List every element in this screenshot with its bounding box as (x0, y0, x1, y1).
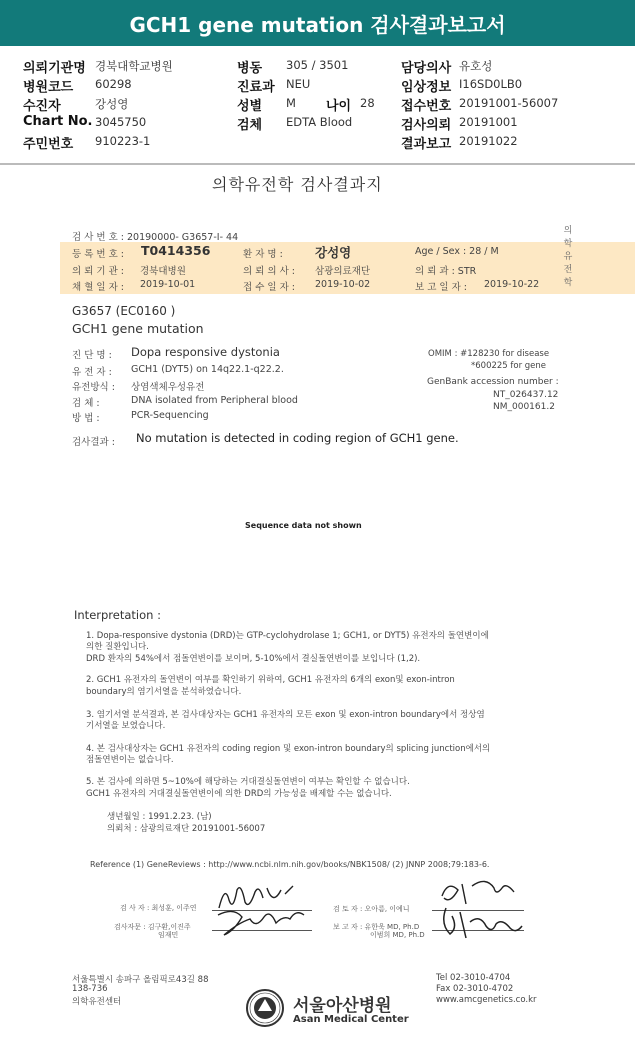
reporter-2: 이범희 MD, Ph.D (370, 931, 425, 939)
header-value: M (286, 96, 296, 110)
referrer-label: 의 뢰 의 사 : (243, 266, 295, 277)
postal-code: 138-736 (72, 984, 108, 994)
method-label: 방 법 : (72, 413, 100, 424)
collect-date: 2019-10-01 (140, 279, 196, 290)
header-label: 주민번호 (23, 137, 74, 152)
receive-date-label: 접 수 일 자 : (243, 282, 295, 293)
header-value: EDTA Blood (286, 115, 353, 129)
test-name: GCH1 gene mutation (72, 321, 204, 336)
collect-date-label: 채 혈 일 자 : (72, 282, 124, 293)
reviewer: 검 토 자 : 오아름, 이예니 (333, 905, 410, 913)
header-value: 유호성 (459, 59, 493, 73)
patient-label: 환 자 명 : (243, 249, 283, 260)
header-value: NEU (286, 77, 311, 91)
header-label: Chart No. (23, 114, 93, 129)
report-title-bar (0, 0, 635, 46)
referrer-info: 의뢰처 : 삼광의료재단 20191001-56007 (107, 824, 266, 834)
fax: Fax 02-3010-4702 (436, 984, 514, 994)
header-value: 60298 (95, 77, 132, 91)
tel: Tel 02-3010-4704 (436, 973, 511, 983)
diagnosis: Dopa responsive dystonia (131, 345, 280, 359)
sequence-note: Sequence data not shown (245, 521, 362, 530)
interp-line: GCH1 유전자의 거대결실돌연변이에 의한 DRD의 가능성을 배제할 수는 없습니다. (86, 789, 392, 799)
interp-line: 의한 질환입니다. (86, 642, 149, 652)
header-label: 검체 (237, 118, 263, 133)
genbank-label: GenBank accession number : (427, 377, 559, 387)
examiner: 검 사 자 : 최성훈, 이주연 (120, 904, 197, 912)
gene: GCH1 (DYT5) on 14q22.1-q22.2. (131, 364, 284, 375)
header-label: 병원코드 (23, 80, 74, 95)
address-line: 서울특별시 송파구 올림픽로43길 88 (72, 975, 209, 985)
header-value: 경북대학교병원 (95, 59, 173, 73)
gene-label: 유 전 자 : (72, 367, 112, 378)
advisor-signature (214, 905, 309, 940)
website: www.amcgenetics.co.kr (436, 995, 537, 1005)
header-label: 진료과 (237, 80, 275, 95)
header-value: 20191001 (459, 115, 518, 129)
header-label: 성별 (237, 99, 263, 114)
header-value: 305 / 3501 (286, 58, 349, 72)
header-value: 28 (360, 96, 375, 110)
advisor: 검사자문 : 김구환,이진주 (114, 923, 191, 931)
test-code: G3657 (EC0160 ) (72, 304, 176, 318)
reg-no-label: 등 록 번 호 : (72, 249, 124, 260)
header-label: 접수번호 (401, 99, 452, 114)
header-divider (0, 163, 635, 165)
institution-value: 경북대병원 (140, 266, 186, 277)
header-label: 결과보고 (401, 137, 452, 152)
interp-line: 점돌연변이는 없습니다. (86, 755, 174, 765)
omim-disease: OMIM : #128230 for disease (428, 349, 550, 359)
genbank-nt: NT_026437.12 (493, 390, 559, 400)
interp-line: 5. 본 검사에 의하면 5~10%에 해당하는 거대결실돌연변이 여부는 확인할 수 없습니다. (86, 777, 410, 787)
report-date-label: 보 고 일 자 : (415, 282, 467, 293)
side-title: 의학유전학 (563, 226, 573, 288)
institution-label: 의 뢰 기 관 : (72, 266, 124, 277)
method: PCR-Sequencing (131, 410, 209, 421)
genbank-nm: NM_000161.2 (493, 402, 555, 412)
age-sex: Age / Sex : 28 / M (415, 246, 499, 257)
interp-line: boundary의 염기서열을 분석하였습니다. (86, 687, 242, 697)
patient-value: 강성영 (315, 245, 352, 260)
center-name: 의학유전센터 (72, 997, 122, 1007)
header-label: 수진자 (23, 99, 61, 114)
reporter: 보 고 자 : 유한욱 MD, Ph.D (333, 923, 420, 931)
inheritance-label: 유전방식 : (72, 382, 115, 393)
reg-no-value: T0414356 (141, 243, 211, 258)
report-title: GCH1 gene mutation 검사결과보고서 (129, 12, 506, 37)
reference: Reference (1) GeneReviews : http://www.ncbi.nlm.nih.gov/books/NBK1508/ (2) JNNP 2008;79:183-6. (90, 860, 490, 869)
header-value: 20191001-56007 (459, 96, 559, 110)
header-value: 강성영 (95, 97, 129, 111)
header-label: 의뢰기관명 (23, 61, 86, 76)
hospital-name-kr: 서울아산병원 (293, 996, 392, 1016)
interp-line: 2. GCH1 유전자의 돌연변이 여부를 확인하기 위하여, GCH1 유전자의 6개의 exon및 exon-intron (86, 675, 455, 685)
report-doc-title: 의학유전학 검사결과지 (212, 175, 383, 194)
interp-line: 기서열을 보였습니다. (86, 721, 166, 731)
receive-date: 2019-10-02 (315, 279, 371, 290)
hospital-name-en: Asan Medical Center (293, 1014, 409, 1025)
birth-date: 생년월일 : 1991.2.23. (남) (107, 812, 212, 822)
interp-line: DRD 환자의 54%에서 점돌연변이를 보이며, 5-10%에서 결실돌연변이를 보입니다 (1,2). (86, 654, 421, 664)
header-label: 검사의뢰 (401, 118, 452, 133)
interp-line: 3. 염기서열 분석결과, 본 검사대상자는 GCH1 유전자의 모든 exon 및 exon-intron boundary에서 정상염 (86, 710, 485, 720)
specimen-label: 검 체 : (72, 398, 100, 409)
reporter-signature (436, 904, 526, 944)
header-label: 병동 (237, 61, 263, 76)
exam-number: 검 사 번 호 : 20190000- G3657-I- 44 (72, 232, 239, 243)
header-label: 나이 (326, 99, 352, 114)
header-value: 3045750 (95, 115, 147, 129)
referrer-value: 삼광의료재단 (315, 266, 371, 277)
interp-line: 1. Dopa-responsive dystonia (DRD)는 GTP-cyclohydrolase 1; GCH1, or DYT5) 유전자의 돌연변이에 (86, 631, 489, 641)
interpretation-title: Interpretation : (74, 608, 161, 622)
header-value: 910223-1 (95, 134, 151, 148)
diagnosis-label: 진 단 명 : (72, 350, 112, 361)
specimen: DNA isolated from Peripheral blood (131, 395, 298, 406)
advisor-2: 임재민 (158, 931, 179, 939)
header-label: 임상정보 (401, 80, 452, 95)
header-value: 20191022 (459, 134, 518, 148)
header-label: 담당의사 (401, 61, 452, 76)
interp-line: 4. 본 검사대상자는 GCH1 유전자의 coding region 및 exon-intron boundary의 splicing junction에서의 (86, 744, 491, 754)
inheritance: 상염색체우성유전 (131, 382, 205, 393)
omim-gene: *600225 for gene (471, 361, 547, 371)
result-label: 검사결과 : (72, 437, 115, 448)
result: No mutation is detected in coding region of GCH1 gene. (136, 431, 459, 445)
asan-foundation-seal (245, 988, 285, 1028)
department: 의 뢰 과 : STR (415, 266, 477, 277)
report-date: 2019-10-22 (484, 279, 540, 290)
header-value: I16SD0LB0 (459, 77, 523, 91)
